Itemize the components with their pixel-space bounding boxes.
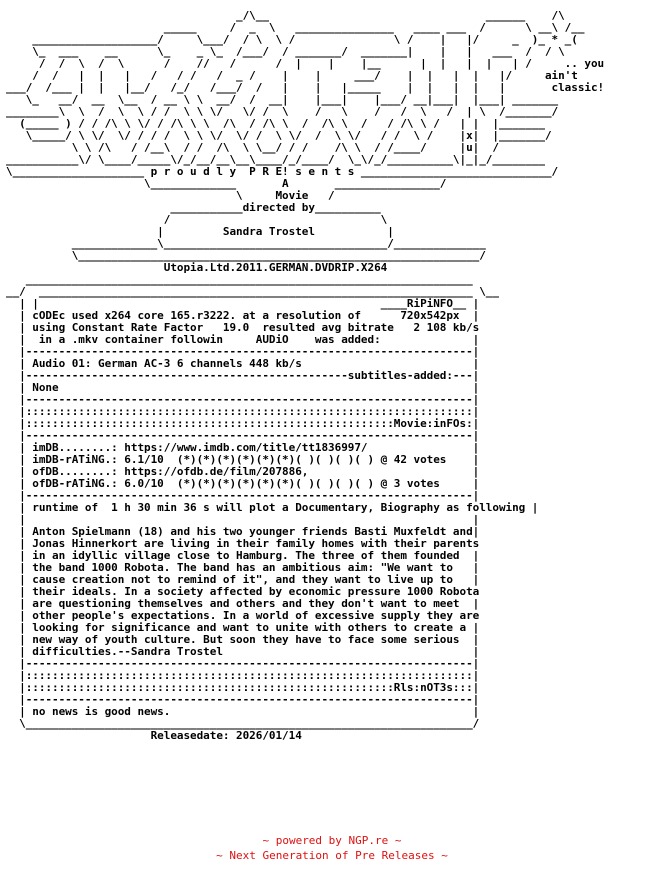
footer-powered-by: ~ powered by NGP.re ~ bbox=[262, 834, 402, 847]
footer-tagline: ~ Next Generation of Pre Releases ~ bbox=[216, 849, 448, 862]
footer bbox=[0, 833, 664, 863]
nfo-text: _/\__ ______ /\ _____ / _ \ _______________ ____ ___ / \ __\ /__ ___________________/ \___/ / \ \ / \ / | |/ _ )_ * _( \_ ___ __ \_ _ \_ /___/ / _______/ _______| | | ___ / / \ / / \ / \ / // / / | | |__ | | | | | / .. you / / | | | / / / / _ / | | ___/ | | | | |/ ain't ___/ /___ | | |__/ /_/ /___/ / | | |_____ | | | | | classic! \_ __/ __ \__ / __ \ \ __/ / __| |___| |___/ __|___| |___| _______ ________\ \ / \ \ / / \ \ \/ \/ / \ / \ / / \ / | \ /_______/ (_____ ) / / /\ \ \/ / /\ \ \ /\ / /\ \ / /\ \ / / /\ \ / | | |_______ \_____/ \ \/ \/ / / / \ \ \/ \/ / \ \/ / \ \/ / / \ / |x| |_______/ \ \ /\ / /__\ / / /\ \ \__/ / / /\ \ / /____/ |u| / ___________\/ \____/_____\/_/__/__\__\____/_/____/ \_\/_/__________\|_|_/________ \____________________ p r o u d l y P R E! s e n t s _____________________________/ \_____________ A ________________/ \ Movie / ___________directed by__________ / \ | Sandra Trostel | _____________\__________________________________/______________ \_____________________________________________________________/ Utopia.Ltd.2011.GERMAN.DVDRIP.X264 ____________________________________________________________________ __/ __________________________________________________________________ \__ | | ____RiPiNFO__ | | cODEc used x264 core 165.r3222. at a resolution of 720x542px | | using Constant Rate Factor 19.0 resulted avg bitrate 2 108 kb/s | in a .mkv container followin AUDiO was added: | |--------------------------------------------------------------------| | Audio 01: German AC-3 6 channels 448 kb/s | |-------------------------------------------------subtitles-added:---| | None | |--------------------------------------------------------------------| |::::::::::::::::::::::::::::::::::::::::::::::::::::::::::::::::::::| |::::::::::::::::::::::::::::::::::::::::::::::::::::::::Movie:inFOs:| |--------------------------------------------------------------------| | imDB........: https://www.imdb.com/title/tt1836997/ | | imDB-rATiNG.: 6.1/10 (*)(*)(*)(*)(*)(*)( )( )( )( ) @ 42 votes | | ofDB........: https://ofdb.de/film/207886, | | ofDB-rATiNG.: 6.0/10 (*)(*)(*)(*)(*)(*)( )( )( )( ) @ 3 votes | |--------------------------------------------------------------------| | runtime of 1 h 30 min 36 s will plot a Documentary, Biography as following | | | | Anton Spielmann (18) and his two younger friends Basti Muxfeldt and| | Jonas Hinnerkort are living in their family homes with their parents | in an idyllic village close to Hamburg. The three of them founded | | the band 1000 Robota. The band has an ambitious aim: "We want to | | cause creation not to remind of it", and they want to live up to | | their ideals. In a society affected by economic pressure 1000 Robota | are questioning themselves and others and they don't want to meet | | other people's expectations. In a world of excessive supply they are | looking for significance and want to unite with others to create a | | new way of youth culture. But soon they have to face some serious | | difficulties.--Sandra Trostel | |--------------------------------------------------------------------| |::::::::::::::::::::::::::::::::::::::::::::::::::::::::::::::::::::| |::::::::::::::::::::::::::::::::::::::::::::::::::::::::Rls:nOT3s:::| |--------------------------------------------------------------------| | no news is good news. | \____________________________________________________________________/ Releasedate: 2026/01/14 bbox=[6, 9, 605, 742]
